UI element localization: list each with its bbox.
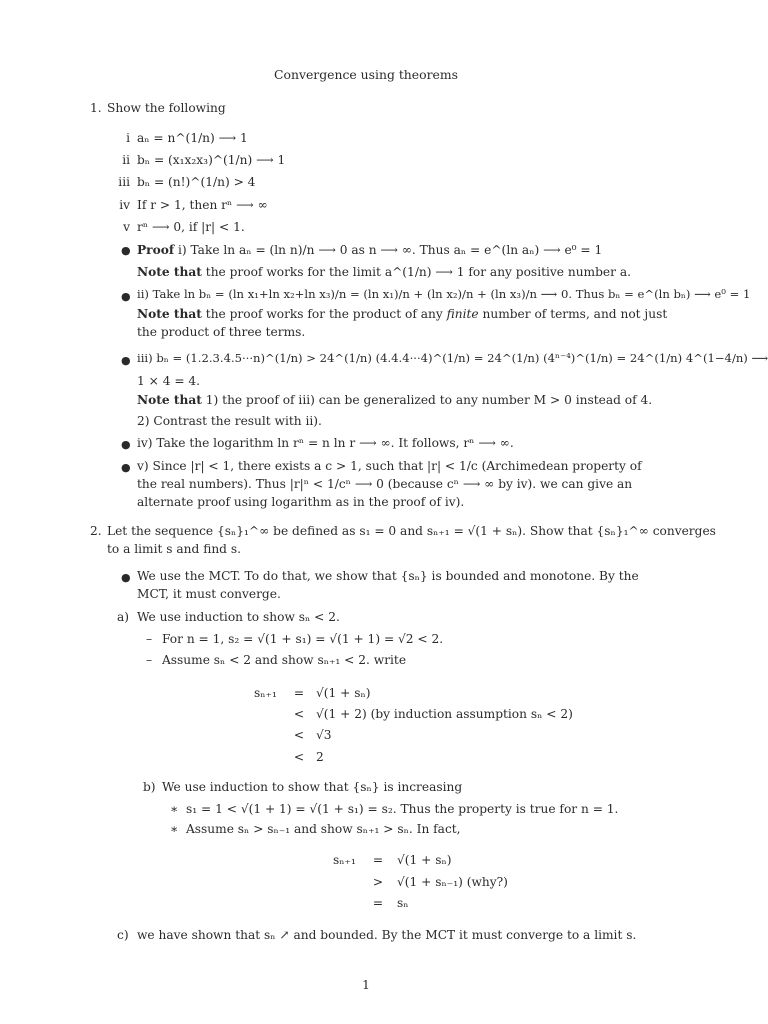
proof-iii-note-text: 1) the proof of iii) can be generalized to any number M > 0 instead of 4. <box>201 393 653 407</box>
proof-i-text: i) Take ln aₙ = (ln n)/n ⟶ 0 as n ⟶ ∞. Thus aₙ = e^(ln aₙ) ⟶ e⁰ = 1 <box>174 243 603 257</box>
part-b-text: We use induction to show that {sₙ} is increasing <box>162 780 463 794</box>
bullet-icon: ● <box>121 438 131 451</box>
part-a-text: We use induction to show sₙ < 2. <box>137 610 340 624</box>
part-b-star1: s₁ = 1 < √(1 + 1) = √(1 + s₁) = s₂. Thus the property is true for n = 1. <box>186 802 619 816</box>
bullet-icon: ● <box>121 290 131 303</box>
bullet-icon: ● <box>121 244 131 257</box>
note-lead: Note that <box>137 265 202 279</box>
mct-line2: MCT, it must converge. <box>137 587 281 601</box>
eq-a-lhs-0: sₙ₊₁ <box>254 686 277 700</box>
note-lead: Note that <box>137 307 202 321</box>
proof-iv-text: iv) Take the logarithm ln rⁿ = n ln r ⟶ ∞. It follows, rⁿ ⟶ ∞. <box>137 436 514 450</box>
part-c-label: c) <box>117 928 129 942</box>
proof-iii-text2: 1 × 4 = 4. <box>137 374 201 388</box>
part-b-star2: Assume sₙ > sₙ₋₁ and show sₙ₊₁ > sₙ. In fact, <box>186 822 461 836</box>
eq-b-lhs-0: sₙ₊₁ <box>333 853 356 867</box>
problem-1-number: 1. <box>90 101 102 115</box>
proof-ii-note-a: the proof works for the product of any <box>201 307 447 321</box>
part-a-label: a) <box>117 610 130 624</box>
item-iv-text: If r > 1, then rⁿ ⟶ ∞ <box>137 198 268 212</box>
part-c-text: we have shown that sₙ ↗ and bounded. By the MCT it must converge to a limit s. <box>137 928 637 942</box>
page-number: 1 <box>362 978 370 992</box>
eq-b-rhs-1: √(1 + sₙ₋₁) (why?) <box>397 875 508 889</box>
item-ii-text: bₙ = (x₁x₂x₃)^(1/n) ⟶ 1 <box>137 153 286 167</box>
proof-ii-note <box>137 307 667 322</box>
asterisk-icon: ∗ <box>170 822 179 836</box>
problem-2-line1: Let the sequence {sₙ}₁^∞ be defined as s₁ = 0 and sₙ₊₁ = √(1 + sₙ). Show that {sₙ}₁^∞ converges <box>107 524 716 538</box>
item-v-label: v <box>123 220 130 234</box>
problem-2-line2: to a limit s and find s. <box>107 542 241 556</box>
eq-a-rhs-0: √(1 + sₙ) <box>316 686 371 700</box>
proof-ii-text: ii) Take ln bₙ = (ln x₁+ln x₂+ln x₃)/n = (ln x₁)/n + (ln x₂)/n + (ln x₃)/n ⟶ 0. Thus bₙ = e^(ln bₙ) ⟶ e⁰ = 1 <box>137 287 751 301</box>
eq-a-rel-2: < <box>293 728 305 742</box>
part-a-dash2: Assume sₙ < 2 and show sₙ₊₁ < 2. write <box>162 653 407 667</box>
proof-i-note-text: the proof works for the limit a^(1/n) ⟶ 1 for any positive number a. <box>201 265 631 279</box>
item-iv-label: iv <box>119 198 130 212</box>
part-b-label: b) <box>143 780 156 794</box>
proof-iii-text: iii) bₙ = (1.2.3.4.5···n)^(1/n) > 24^(1/n) (4.4.4···4)^(1/n) = 24^(1/n) (4ⁿ⁻⁴)^(1/n) = 24^(1/n) 4^(1−4/n) ⟶ <box>137 351 768 365</box>
eq-b-rhs-0: √(1 + sₙ) <box>397 853 452 867</box>
eq-b-rel-1: > <box>372 875 384 889</box>
part-a-dash1: For n = 1, s₂ = √(1 + s₁) = √(1 + 1) = √2 < 2. <box>162 632 444 646</box>
eq-a-rhs-2: √3 <box>316 728 332 742</box>
item-v-text: rⁿ ⟶ 0, if |r| < 1. <box>137 220 245 234</box>
asterisk-icon: ∗ <box>170 802 179 816</box>
proof-ii-note-b: number of terms, and not just <box>478 307 668 321</box>
proof-i <box>137 243 602 258</box>
mct-line1: We use the MCT. To do that, we show that {sₙ} is bounded and monotone. By the <box>137 569 639 583</box>
proof-iii-note2: 2) Contrast the result with ii). <box>137 414 322 428</box>
eq-a-rel-0: = <box>293 686 305 700</box>
proof-v-line3: alternate proof using logarithm as in the proof of iv). <box>137 495 465 509</box>
item-i-text: aₙ = n^(1/n) ⟶ 1 <box>137 131 248 145</box>
page-title: Convergence using theorems <box>274 67 458 82</box>
item-ii-label: ii <box>122 153 130 167</box>
item-i-label: i <box>126 131 130 145</box>
problem-2-number: 2. <box>90 524 102 538</box>
bullet-icon: ● <box>121 354 131 367</box>
proof-ii-note-line2: the product of three terms. <box>137 325 306 339</box>
eq-a-rhs-3: 2 <box>316 750 324 764</box>
eq-b-rel-2: = <box>372 896 384 910</box>
eq-b-rel-0: = <box>372 853 384 867</box>
proof-i-note <box>137 265 631 280</box>
dash-icon: – <box>146 632 153 646</box>
bullet-icon: ● <box>121 461 131 474</box>
proof-iii-note <box>137 393 652 408</box>
eq-a-rhs-1: √(1 + 2) (by induction assumption sₙ < 2) <box>316 707 573 721</box>
dash-icon: – <box>146 653 153 667</box>
proof-ii-note-em: finite <box>446 307 479 321</box>
eq-a-rel-1: < <box>293 707 305 721</box>
proof-v-line1: v) Since |r| < 1, there exists a c > 1, such that |r| < 1/c (Archimedean property of <box>137 459 642 473</box>
bullet-icon: ● <box>121 571 131 584</box>
item-iii-text: bₙ = (n!)^(1/n) > 4 <box>137 175 256 189</box>
proof-v-line2: the real numbers). Thus |r|ⁿ < 1/cⁿ ⟶ 0 (because cⁿ ⟶ ∞ by iv). we can give an <box>137 477 633 491</box>
proof-lead: Proof <box>137 243 175 257</box>
eq-b-rhs-2: sₙ <box>397 896 409 910</box>
eq-a-rel-3: < <box>293 750 305 764</box>
problem-1-prompt: Show the following <box>107 101 226 115</box>
note-lead: Note that <box>137 393 202 407</box>
item-iii-label: iii <box>118 175 130 189</box>
